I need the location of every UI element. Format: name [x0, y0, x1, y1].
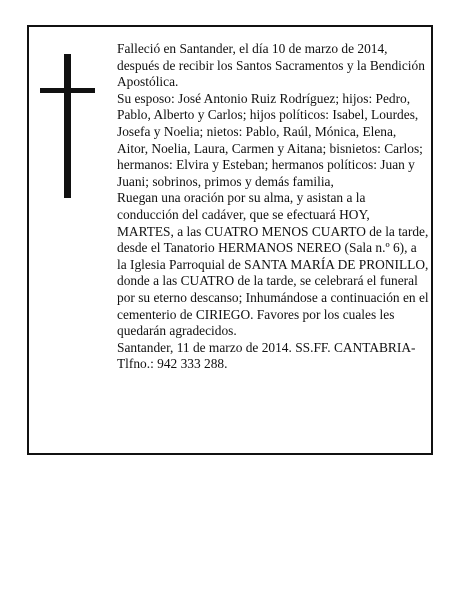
funeral-details-paragraph: Ruegan una oración por su alma, y asistan a la conducción del cadáver, que se efectuará HOY, MARTES, a las CUATRO MENOS CUARTO de la tarde, desde el Tanatorio HERMANOS NEREO (Sala n.º 6), a la Iglesia Parroquial de SANTA MARÍA DE PRONILLO, donde a las CUATRO de la tarde, se celebrará el funeral por su eterno descanso; Inhumándose a continuación en el cementerio de CIRIEGO. Favores por los cuales les quedarán agradecidos. — [117, 190, 429, 339]
cross-horizontal-bar — [40, 88, 95, 93]
latin-cross-icon — [40, 54, 95, 198]
obituary-notice-frame — [27, 25, 433, 455]
obituary-text — [117, 41, 429, 373]
death-announcement-paragraph: Falleció en Santander, el día 10 de marzo de 2014, después de recibir los Santos Sacramentos y la Bendición Apostólica. — [117, 41, 425, 90]
cross-vertical-bar — [64, 54, 71, 198]
signature-contact-paragraph: Santander, 11 de marzo de 2014. SS.FF. CANTABRIA-Tlfno.: 942 333 288. — [117, 339, 416, 372]
family-members-paragraph: Su esposo: José Antonio Ruiz Rodríguez; hijos: Pedro, Pablo, Alberto y Carlos; hijos políticos: Isabel, Lourdes, Josefa y Noelia; nietos: Pablo, Raúl, Mónica, Elena, Aitor, Noelia, Laura, Carmen y Aitana; bisnietos: Carlos; hermanos: Elvira y Esteban; hermanos políticos: Juan y Juani; sobrinos, primos y demás familia, — [117, 90, 423, 189]
